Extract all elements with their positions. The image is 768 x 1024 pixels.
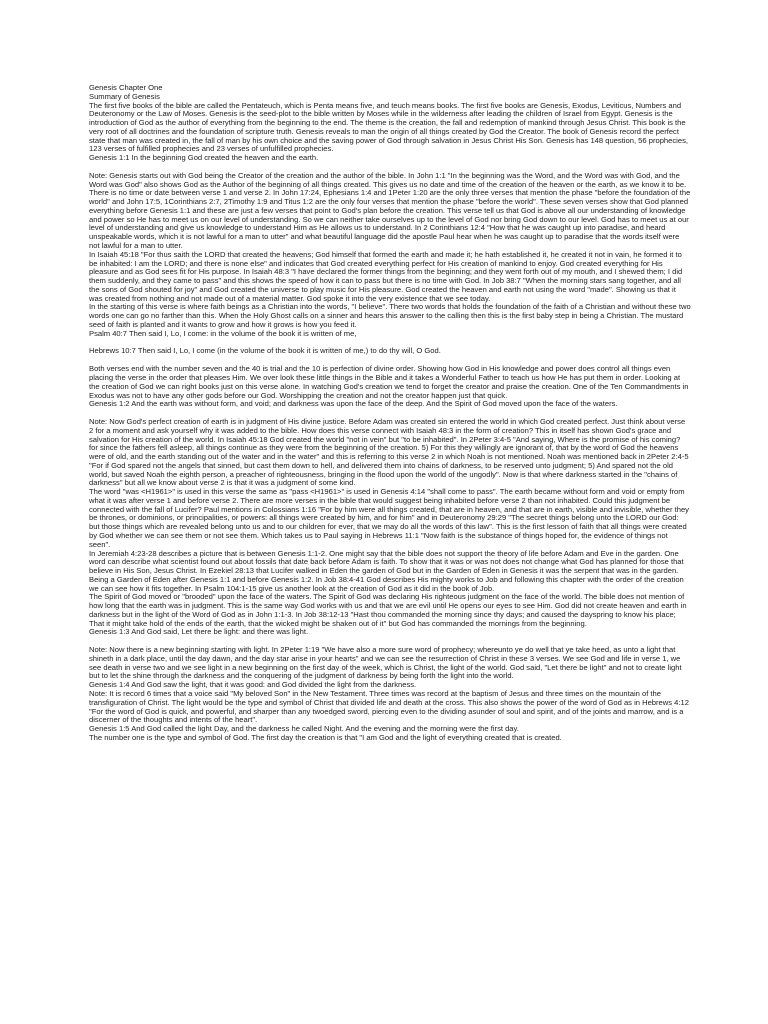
note-genesis-1-3: Note: Now there is a new beginning starting with light. In 2Peter 1:19 "We have also a more sure word of prophecy; whereunto ye do well that ye take heed, as unto a light that shineth in a dark place, until the day dawn, and the day star arise in your hearts" and we can see the resurrection of Christ in these 3 verses. We see God and life in verse 1, we see death in verse two and we see light in a new beginning on the first day of the week, which is Christ, the light of the world. God said, "Let there be light" and not to create light but to let the shine through the darkness and the conquering of the judgment of darkness by being forth the light into the world. bbox=[89, 645, 682, 681]
verse-genesis-1-2: Genesis 1:2 And the earth was without form, and void; and darkness was upon the face of the deep. And the Spirit of God moved upon the face of the waters. bbox=[89, 399, 618, 409]
verse-genesis-1-1: Genesis 1:1 In the beginning God created the heaven and the earth. bbox=[89, 153, 319, 163]
paragraph-pentateuch: The first five books of the bible are called the Pentateuch, which is Penta means five, and teuch means books. The first five books are Genesis, Exodus, Leviticus, Numbers and Deuteronomy or the Law of Moses. Genesis is the seed-plot to the bible written by Moses while in the wilderness after leading the children of Israel from Egypt. Genesis is the introduction of God as the author of everything from the beginning to the end. The theme is the creation, the fall and redemption of mankind through Jesus Christ. This book is the very root of all doctrines and the foundation of scripture truth. Genesis reveals to man the origin of all things created by God the Creator. The book of Genesis record the perfect state that man was created in, the fall of man by his own choice and the saving power of God through salvation in Jesus Christ His Son. Genesis has 148 question, 56 prophecies, 123 verses of fulfilled prophecies and 23 verses of unfulfilled prophecies. bbox=[89, 100, 688, 154]
verse-genesis-1-4: Genesis 1:4 And God saw the light, that it was good: and God divided the light from the darkness. bbox=[89, 680, 417, 690]
document-page bbox=[89, 84, 691, 743]
paragraph-jeremiah: In Jeremiah 4:23-28 describes a picture that is between Genesis 1:1-2. One might say that the bible does not support the theory of life before Adam and Eve in the garden. One word can describe what scientist found out about fossils that date back before Adam is faith. To show that it was or was not does not change what God has planned for those that believe in His Son, Jesus Christ. In Ezekiel 28:13 that Lucifer walked in Eden the garden of God but in the Garden of Eden in Genesis it was the serpent that was in the garden. Being a Garden of Eden after Genesis 1:1 and before Genesis 1:2. In Job 38:4-41 God describes His mighty works to Job and following this chapter with the order of the creation we can see how it fits together. In Psalm 104:1-15 give us another look at the creation of God as it did in the book of Job. bbox=[89, 548, 684, 593]
paragraph-word-was: The word "was <H1961>" is used in this verse the same as "pass <H1961>" is used in Genesis 4:14 "shall come to pass". The earth became without form and void or empty from what it was after verse 1 and before verse 2. There are more verses in the bible that would suggest being inhabited before verse 2 than not inhabited. Could this judgment be connected with the fall of Lucifer? Paul mentions in Colossians 1:16 "For by him were all things created, that are in heaven, and that are in earth, visible and invisible, whether they be thrones, or dominions, or principalities, or powers: all things were created by him, and for him" and in Deuteronomy 29:29 "The secret things belong unto the LORD our God: but those things which are revealed belong unto us and to our children for ever, that we may do all the words of this law". This is the first lesson of faith that all things were created by God whether we can see them or not see them. Which takes us to Paul saying in Hebrews 11:1 "Now faith is the substance of things hoped for, the evidence of things not seen". bbox=[89, 487, 689, 549]
note-genesis-1-1: Note: Genesis starts out with God being the Creator of the creation and the author of the bible. In John 1:1 "In the beginning was the Word, and the Word was with God, and the Word was God" also shows God as the Author of the beginning of all things created. This gives us no date and time of the creation of the heaven or the earth, as we know it to be. There is no time or date between verse 1 and verse 2. In John 17:24, Ephesians 1:4 and 1Peter 1:20 are the only three verses that mention the phase "before the foundation of the world" and John 17:5, 1Corinthians 2:7, 2Timothy 1:9 and Titus 1:2 are the only four verses that mention the phase "before the world". These seven verses show that God planned everything before Genesis 1:1 and these are just a few verses that point to God's plan before the creation. This verse tell us that God is above all our understanding of knowledge and power so He has to meet us on our level of understanding. So we can neither take ourselves up to the level of God nor bring God down to our level. God has to meet us at our level of understanding and give us knowledge to understand Him as He allows us to understand. In 2 Corinthians 12:4 "How that he was caught up into paradise, and heard unspeakable words, which it is not lawful for a man to utter" and what beautiful language did the apostle Paul hear when he was caught up to paradise that the words itself were not lawful for a man to utter. bbox=[89, 170, 691, 251]
paragraph-isaiah-45-18: In Isaiah 45:18 "For thus saith the LORD that created the heavens; God himself that formed the earth and made it; he hath established it, he created it not in vain, he formed it to be inhabited: I am the LORD; and there is none else" and indicates that God created everything perfect for His creation of mankind to enjoy. God created everything for His pleasure and as God sees fit for His purpose. In Isaiah 48:3 "I have declared the former things from the beginning; and they went forth out of my mouth, and I shewed them; I did them suddenly, and they came to pass" and this shows the speed of how it can to pass but there is no time with God. In Job 38:7 "When the morning stars sang together, and all the sons of God shouted for joy" and God created the universe to play music for His pleasure. God created the heaven and earth not using the word "made". Showing us that it was created from nothing and not made out of a material matter. God spoke it into the very existence that we see today. bbox=[89, 249, 683, 303]
paragraph-number-one: The number one is the type and symbol of God. The first day the creation is that "I am God and the light of everything created that is created. bbox=[89, 732, 562, 742]
document-subtitle: Summary of Genesis bbox=[89, 91, 160, 101]
paragraph-divine-order: Both verses end with the number seven and the 40 is trial and the 10 is perfection of divine order. Showing how God in His knowledge and power does control all things even placing the verse in the order that pleases Him. We over look these little things in the Bible and it takes a Wonderful Father to teach us how He has put them in order. Looking at the creation of God we can right books just on this verse alone. In watching God's creation we tend to forget the creator and praise the creation. One of the Ten Commandments in Exodus was not to have any other gods before our God. Worshipping the creation and not the creator happen just that quick. bbox=[89, 364, 689, 400]
verse-genesis-1-5: Genesis 1:5 And God called the light Day, and the darkness he called Night. And the evening and the morning were the first day. bbox=[89, 724, 519, 734]
verse-psalm-40-7: Psalm 40:7 Then said I, Lo, I come: in the volume of the book it is written of me, bbox=[89, 328, 357, 338]
paragraph-faith: In the starting of this verse is where faith beings as a Christian into the words, "I believe". There two words that holds the foundation of the faith of a Christian and without these two words one can go no farther than this. When the Holy Ghost calls on a sinner and hears this answer to the calling then this is the first baby step in being a Christian. The mustard seed of faith is planted and it wants to grow and how it grows is how you feed it. bbox=[89, 302, 691, 329]
note-genesis-1-4: Note: It is record 6 times that a voice said "My beloved Son" in the New Testament. Three times was record at the baptism of Jesus and three times on the mountain of the transfiguration of Christ. The light would be the type and symbol of Christ that divided life and death at the cross. This also shows the power of the word of God as in Hebrews 4:12 "For the word of God is quick, and powerful, and sharper than any twoedged sword, piercing even to the dividing asunder of soul and spirit, and of the joints and marrow, and is a discerner of the thoughts and intents of the heart". bbox=[89, 689, 689, 725]
verse-genesis-1-3: Genesis 1:3 And God said, Let there be light: and there was light. bbox=[89, 627, 309, 637]
paragraph-spirit-of-god: The Spirit of God moved or "brooded" upon the face of the waters. The Spirit of God was declaring His righteous judgment on the face of the world. The bible does not mention of how long that the earth was in judgment. This is the same way God works with us and that we are evil until He opens our eyes to see Him. God did not create heaven and earth in darkness but in the light of the Word of God as in John 1:1-3. In Job 38:12-13 "Hast thou commanded the morning since thy days; and caused the dayspring to know his place; That it might take hold of the ends of the earth, that the wicked might be shaken out of it" but God has commanded the mornings from the beginning. bbox=[89, 592, 687, 628]
document-title: Genesis Chapter One bbox=[89, 83, 163, 92]
note-genesis-1-2: Note: Now God's perfect creation of earth is in judgment of His divine justice. Before Adam was created sin entered the world in which God created perfect. Just think about verse 2 for a moment and ask yourself why it was added to the bible. How does this verse connect with Isaiah 48:3 in the form of creation? This in itself has shown God's grace and salvation for His creation of the world. In Isaiah 45:18 God created the world "not in vein" but "to be inhabited". In 2Peter 3:4-5 "And saying, Where is the promise of his coming? for since the fathers fell asleep, all things continue as they were from the beginning of the creation. 5) For this they willingly are ignorant of, that by the word of God the heavens were of old, and the earth standing out of the water and in the water" and this is referring to this verse 2 in which Noah is not mentioned. Noah was mentioned back in 2Peter 2:4-5 "For if God spared not the angels that sinned, but cast them down to hell, and delivered them into chains of darkness, to be reserved unto judgment; 5) And spared not the old world, but saved Noah the eighth person, a preacher of righteousness, bringing in the flood upon the world of the ungodly". Now is that where darkness started in the "chains of darkness" but all we know about verse 2 is that it was a judgment of some kind. bbox=[89, 417, 689, 488]
verse-hebrews-10-7: Hebrews 10:7 Then said I, Lo, I come (in the volume of the book it is written of me,) to do thy will, O God. bbox=[89, 346, 441, 356]
